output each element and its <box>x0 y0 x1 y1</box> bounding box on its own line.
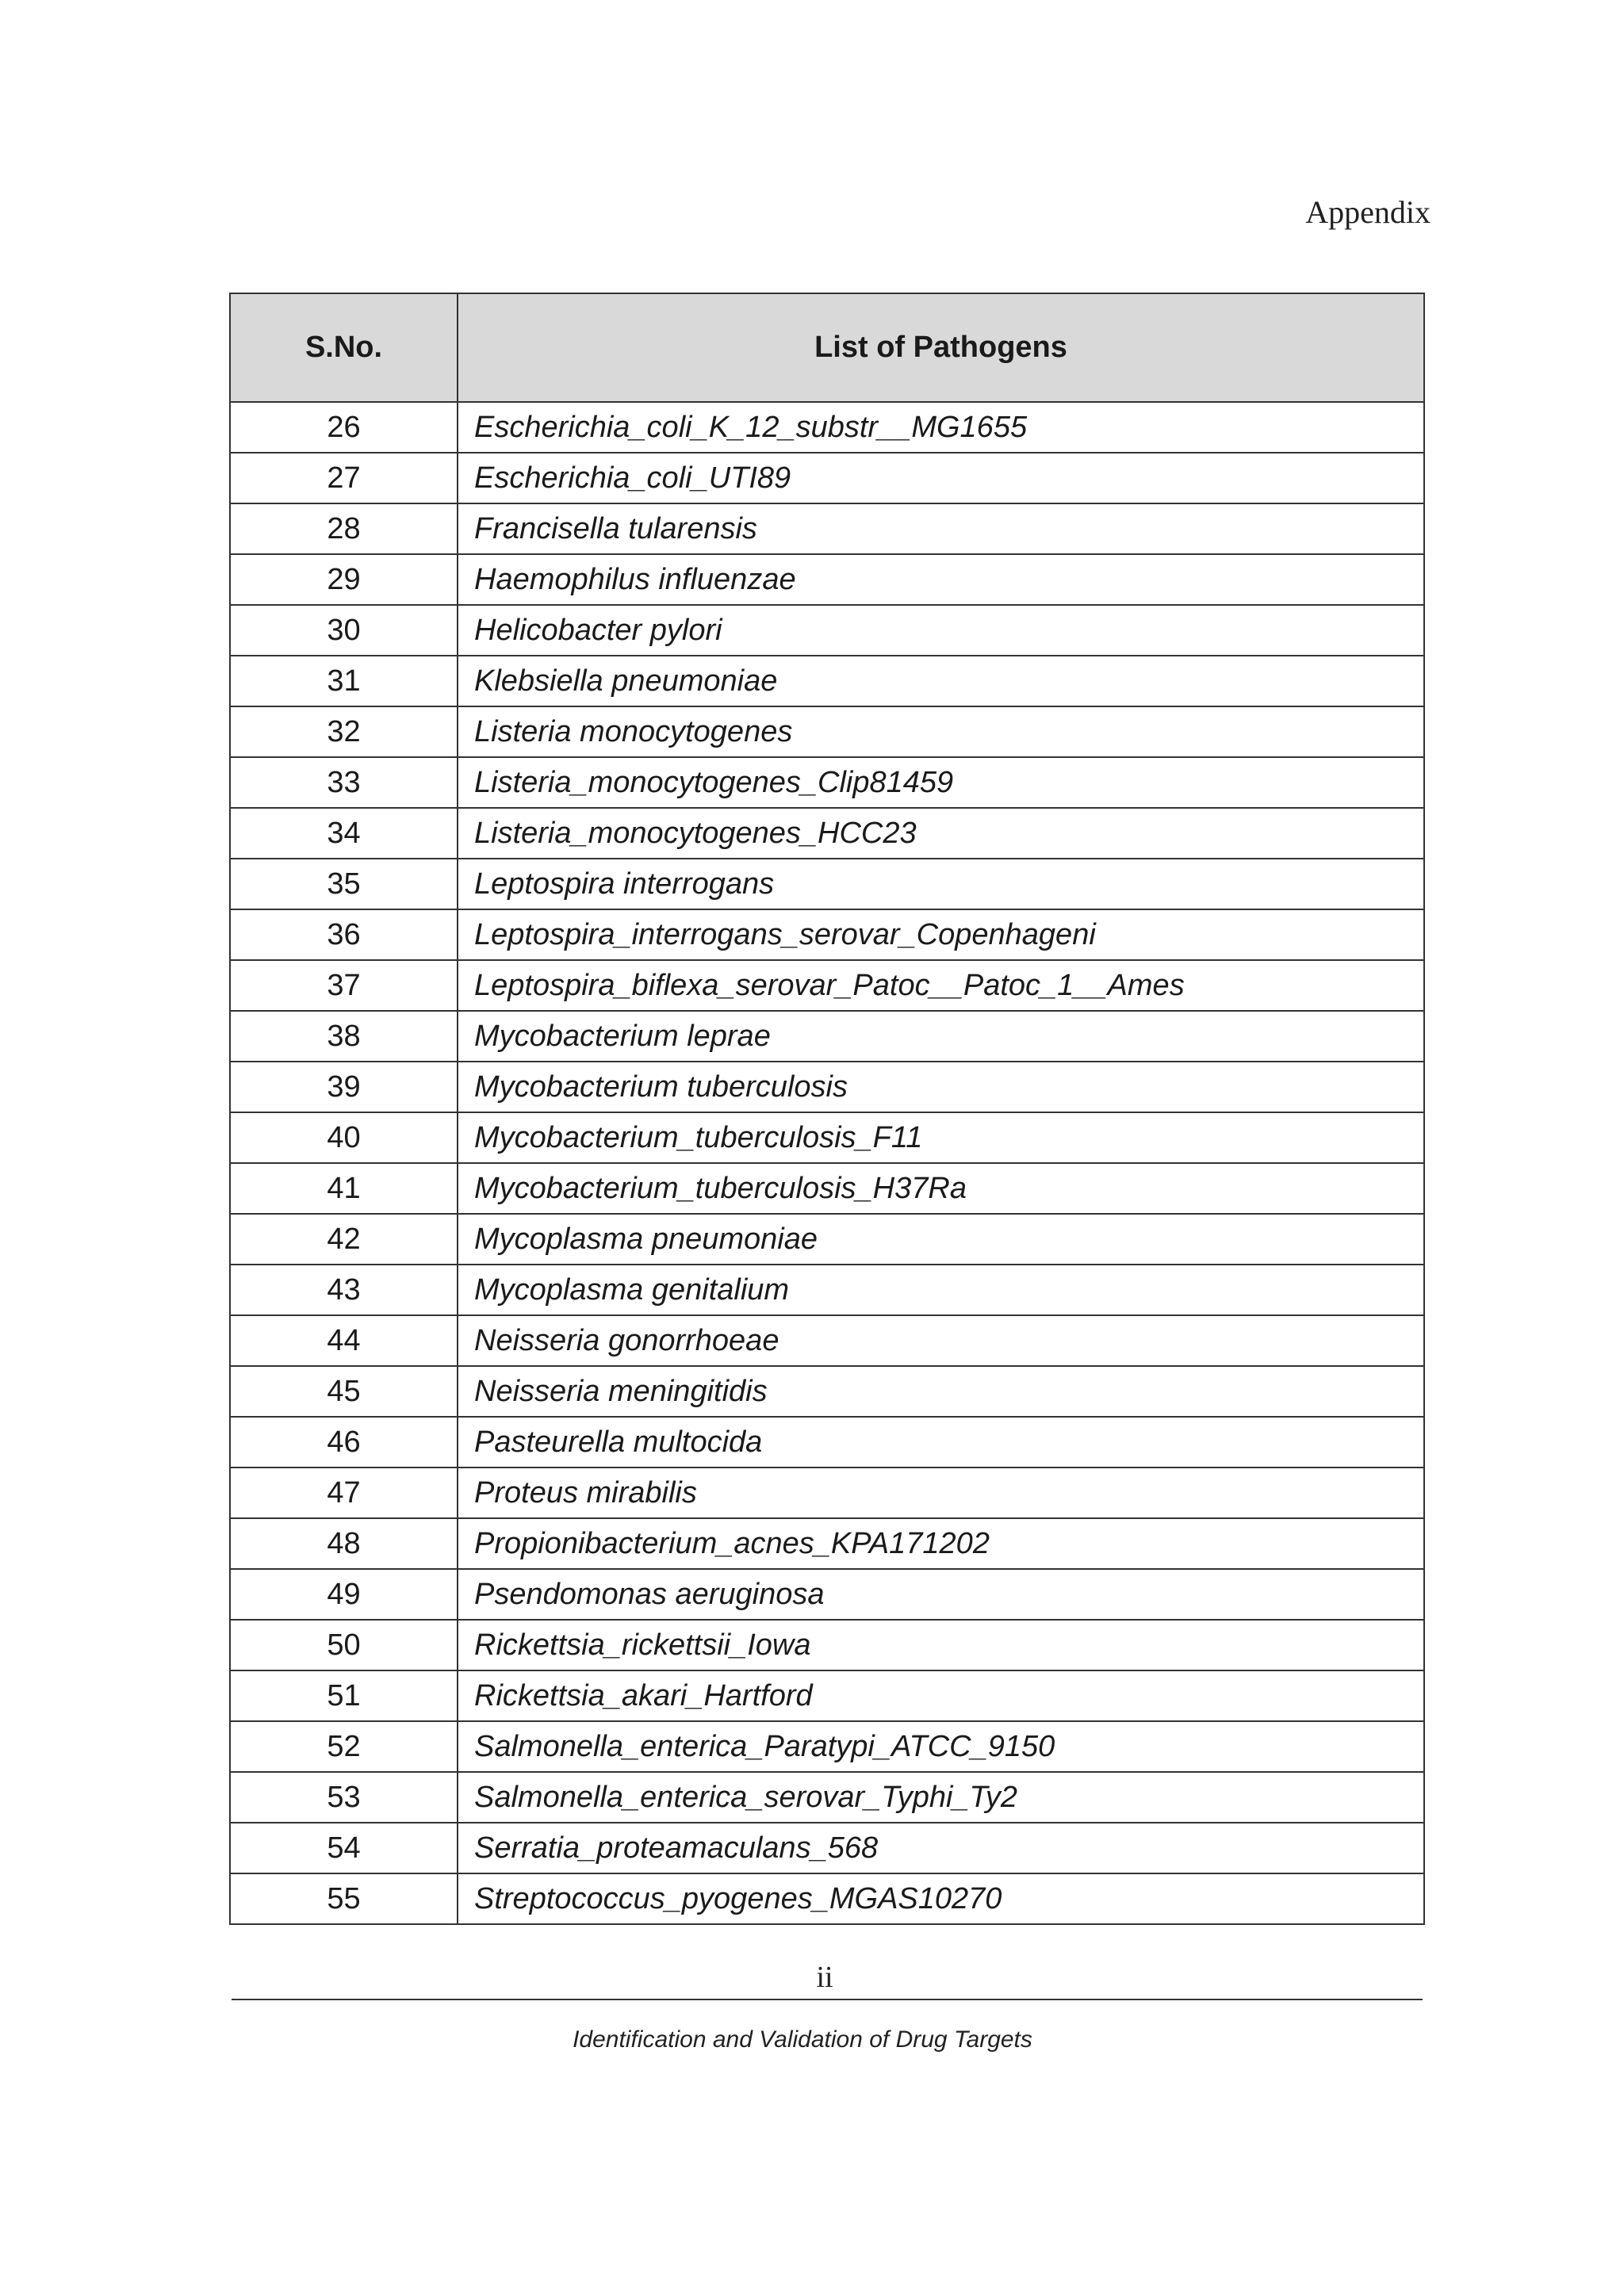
table-row <box>230 1417 1424 1468</box>
table-row <box>230 1062 1424 1112</box>
table-row <box>230 859 1424 909</box>
table-body <box>230 402 1424 1924</box>
table-row <box>230 1265 1424 1315</box>
table-row <box>230 1366 1424 1417</box>
serial-number-cell: 33 <box>230 757 458 808</box>
serial-number-cell: 27 <box>230 453 458 503</box>
serial-number-cell: 35 <box>230 859 458 909</box>
serial-number-cell: 29 <box>230 554 458 605</box>
pathogen-name-cell: Mycobacterium tuberculosis <box>458 1062 1424 1112</box>
serial-number-cell: 32 <box>230 706 458 757</box>
serial-number-cell: 30 <box>230 605 458 656</box>
pathogen-name-cell: Mycobacterium_tuberculosis_H37Ra <box>458 1163 1424 1214</box>
pathogen-name-cell: Rickettsia_akari_Hartford <box>458 1670 1424 1721</box>
table-row <box>230 1112 1424 1163</box>
pathogen-name-cell: Klebsiella pneumoniae <box>458 656 1424 706</box>
table-row <box>230 605 1424 656</box>
serial-number-cell: 53 <box>230 1772 458 1823</box>
pathogen-name-cell: Listeria_monocytogenes_HCC23 <box>458 808 1424 859</box>
serial-number-cell: 51 <box>230 1670 458 1721</box>
serial-number-cell: 49 <box>230 1569 458 1620</box>
pathogen-name-cell: Leptospira_biflexa_serovar_Patoc__Patoc_1__Ames <box>458 960 1424 1011</box>
pathogen-name-cell: Helicobacter pylori <box>458 605 1424 656</box>
table-row <box>230 909 1424 960</box>
footer-title: Identification and Validation of Drug Targets <box>573 2026 1032 2053</box>
table-row <box>230 757 1424 808</box>
pathogen-name-cell: Escherichia_coli_UTI89 <box>458 453 1424 503</box>
table-header-row <box>230 293 1424 402</box>
pathogen-name-cell: Propionibacterium_acnes_KPA171202 <box>458 1518 1424 1569</box>
table-row <box>230 1011 1424 1062</box>
pathogens-column-header: List of Pathogens <box>458 293 1424 402</box>
pathogen-name-cell: Salmonella_enterica_serovar_Typhi_Ty2 <box>458 1772 1424 1823</box>
table-row <box>230 706 1424 757</box>
table-row <box>230 402 1424 453</box>
pathogen-name-cell: Mycobacterium leprae <box>458 1011 1424 1062</box>
pathogen-name-cell: Psendomonas aeruginosa <box>458 1569 1424 1620</box>
table-row <box>230 453 1424 503</box>
pathogen-name-cell: Mycobacterium_tuberculosis_F11 <box>458 1112 1424 1163</box>
serial-number-cell: 48 <box>230 1518 458 1569</box>
pathogen-name-cell: Mycoplasma genitalium <box>458 1265 1424 1315</box>
serial-number-cell: 43 <box>230 1265 458 1315</box>
table-row <box>230 1823 1424 1873</box>
serial-number-cell: 26 <box>230 402 458 453</box>
serial-number-cell: 46 <box>230 1417 458 1468</box>
pathogen-name-cell: Salmonella_enterica_Paratypi_ATCC_9150 <box>458 1721 1424 1772</box>
pathogen-name-cell: Pasteurella multocida <box>458 1417 1424 1468</box>
serial-number-cell: 41 <box>230 1163 458 1214</box>
table-row <box>230 808 1424 859</box>
table-row <box>230 554 1424 605</box>
serial-number-cell: 31 <box>230 656 458 706</box>
table-row <box>230 1163 1424 1214</box>
table-row <box>230 1873 1424 1924</box>
pathogen-name-cell: Rickettsia_rickettsii_Iowa <box>458 1620 1424 1670</box>
table-row <box>230 1620 1424 1670</box>
pathogen-name-cell: Escherichia_coli_K_12_substr__MG1655 <box>458 402 1424 453</box>
footer-divider <box>232 1999 1423 2000</box>
table-row <box>230 1315 1424 1366</box>
pathogen-table <box>229 293 1425 1925</box>
pathogen-name-cell: Listeria_monocytogenes_Clip81459 <box>458 757 1424 808</box>
serial-number-cell: 44 <box>230 1315 458 1366</box>
serial-number-cell: 37 <box>230 960 458 1011</box>
serial-number-cell: 42 <box>230 1214 458 1265</box>
serial-number-cell: 40 <box>230 1112 458 1163</box>
table-row <box>230 1214 1424 1265</box>
serial-number-cell: 39 <box>230 1062 458 1112</box>
pathogen-name-cell: Listeria monocytogenes <box>458 706 1424 757</box>
table-row <box>230 1772 1424 1823</box>
serial-number-cell: 45 <box>230 1366 458 1417</box>
pathogen-name-cell: Neisseria gonorrhoeae <box>458 1315 1424 1366</box>
serial-number-cell: 55 <box>230 1873 458 1924</box>
pathogen-name-cell: Francisella tularensis <box>458 503 1424 554</box>
table-row <box>230 503 1424 554</box>
sno-column-header: S.No. <box>230 293 458 402</box>
serial-number-cell: 28 <box>230 503 458 554</box>
serial-number-cell: 38 <box>230 1011 458 1062</box>
pathogen-name-cell: Haemophilus influenzae <box>458 554 1424 605</box>
table-row <box>230 1468 1424 1518</box>
pathogen-name-cell: Leptospira_interrogans_serovar_Copenhageni <box>458 909 1424 960</box>
table-row <box>230 1518 1424 1569</box>
section-header: Appendix <box>1305 194 1431 230</box>
page-number: ii <box>816 1961 833 1994</box>
pathogen-name-cell: Proteus mirabilis <box>458 1468 1424 1518</box>
serial-number-cell: 54 <box>230 1823 458 1873</box>
table-row <box>230 960 1424 1011</box>
pathogen-name-cell: Mycoplasma pneumoniae <box>458 1214 1424 1265</box>
serial-number-cell: 50 <box>230 1620 458 1670</box>
serial-number-cell: 52 <box>230 1721 458 1772</box>
serial-number-cell: 34 <box>230 808 458 859</box>
table-row <box>230 1721 1424 1772</box>
pathogen-name-cell: Neisseria meningitidis <box>458 1366 1424 1417</box>
table-row <box>230 1670 1424 1721</box>
pathogen-name-cell: Serratia_proteamaculans_568 <box>458 1823 1424 1873</box>
pathogen-name-cell: Streptococcus_pyogenes_MGAS10270 <box>458 1873 1424 1924</box>
serial-number-cell: 47 <box>230 1468 458 1518</box>
pathogen-name-cell: Leptospira interrogans <box>458 859 1424 909</box>
serial-number-cell: 36 <box>230 909 458 960</box>
table-row <box>230 1569 1424 1620</box>
table-row <box>230 656 1424 706</box>
